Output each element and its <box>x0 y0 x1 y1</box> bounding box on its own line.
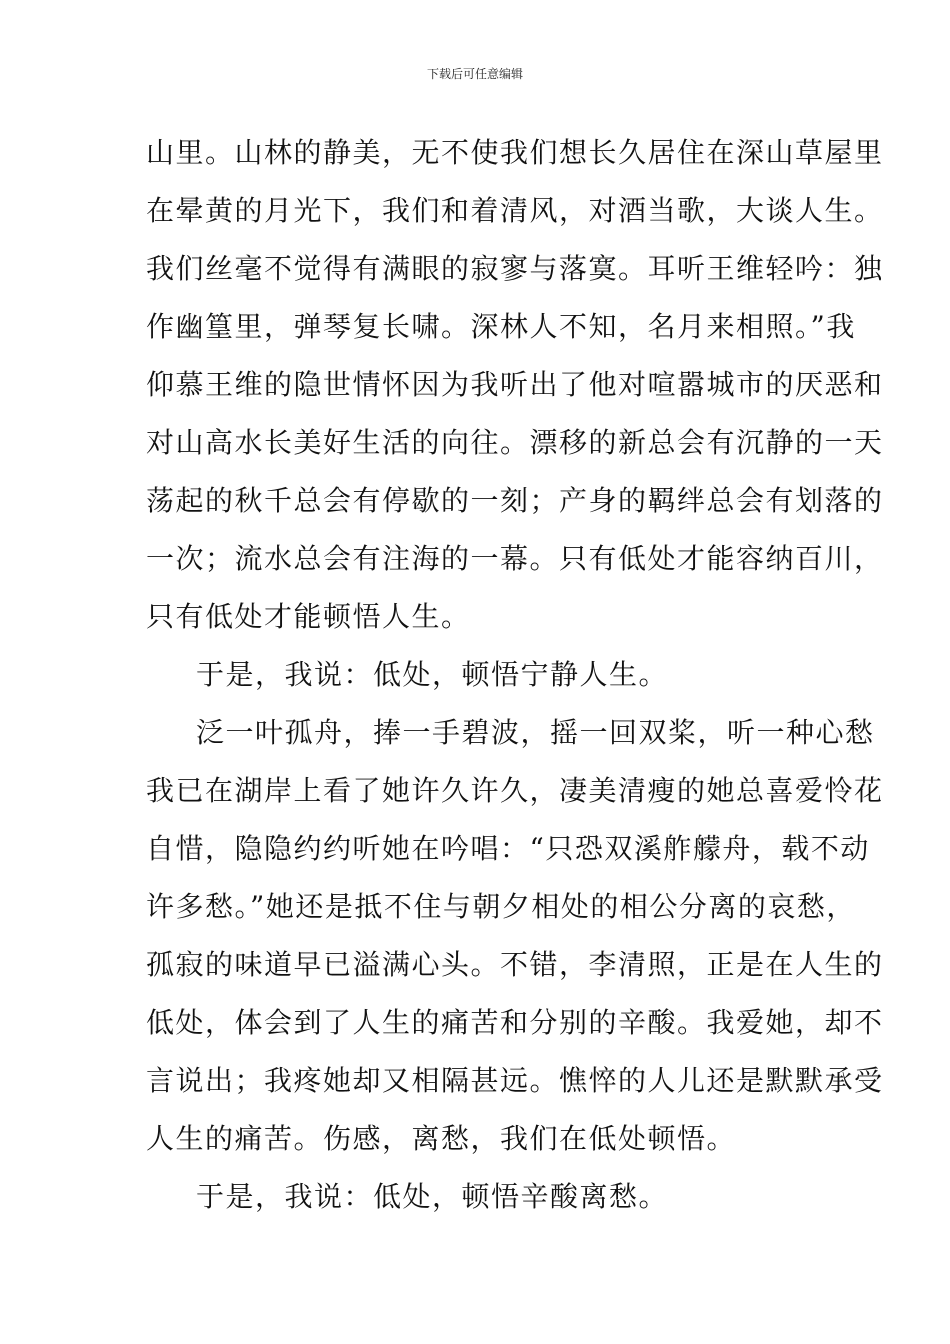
text-line: 在晕黄的月光下，我们和着清风，对酒当歌，大谈人生。 <box>146 194 884 227</box>
text-line: 低处，体会到了人生的痛苦和分别的辛酸。我爱她，却不 <box>146 1006 884 1039</box>
text-line: 仰慕王维的隐世情怀因为我听出了他对喧嚣城市的厌恶和 <box>146 368 884 401</box>
text-line: 许多愁。”她还是抵不住与朝夕相处的相公分离的哀愁， <box>146 890 856 923</box>
text-line: 言说出；我疼她却又相隔甚远。憔悴的人儿还是默默承受 <box>146 1064 884 1097</box>
paragraph-conclusion-line: 于是，我说：低处，顿悟宁静人生。 <box>196 658 669 691</box>
text-line: 荡起的秋千总会有停歇的一刻；产身的羁绊总会有划落的 <box>146 484 884 517</box>
page-header: 下载后可任意编辑 <box>426 67 523 81</box>
text-line: 对山高水长美好生活的向往。漂移的新总会有沉静的一天 <box>146 426 884 459</box>
text-line: 作幽篁里，弹琴复长啸。深林人不知，名月来相照。”我 <box>146 310 856 343</box>
text-line: 我已在湖岸上看了她许久许久，凄美清瘦的她总喜爱怜花 <box>146 774 884 807</box>
text-line: 人生的痛苦。伤感，离愁，我们在低处顿悟。 <box>146 1122 737 1155</box>
text-line: 山里。山林的静美，无不使我们想长久居住在深山草屋里 <box>146 136 884 169</box>
text-line: 一次；流水总会有注海的一幕。只有低处才能容纳百川， <box>146 542 884 575</box>
text-line: 我们丝毫不觉得有满眼的寂寥与落寞。耳听王维轻吟：独 <box>146 252 884 285</box>
paragraph-conclusion-line: 于是，我说：低处，顿悟辛酸离愁。 <box>196 1180 669 1213</box>
text-line: 自惜，隐隐约约听她在吟唱：“只恐双溪舴艨舟，载不动 <box>146 832 870 865</box>
document-body <box>146 124 884 1226</box>
paragraph-first-line: 泛一叶孤舟，捧一手碧波，摇一回双桨，听一种心愁 <box>196 716 875 749</box>
text-line: 孤寂的味道早已溢满心头。不错，李清照，正是在人生的 <box>146 948 884 981</box>
text-line: 只有低处才能顿悟人生。 <box>146 600 471 633</box>
